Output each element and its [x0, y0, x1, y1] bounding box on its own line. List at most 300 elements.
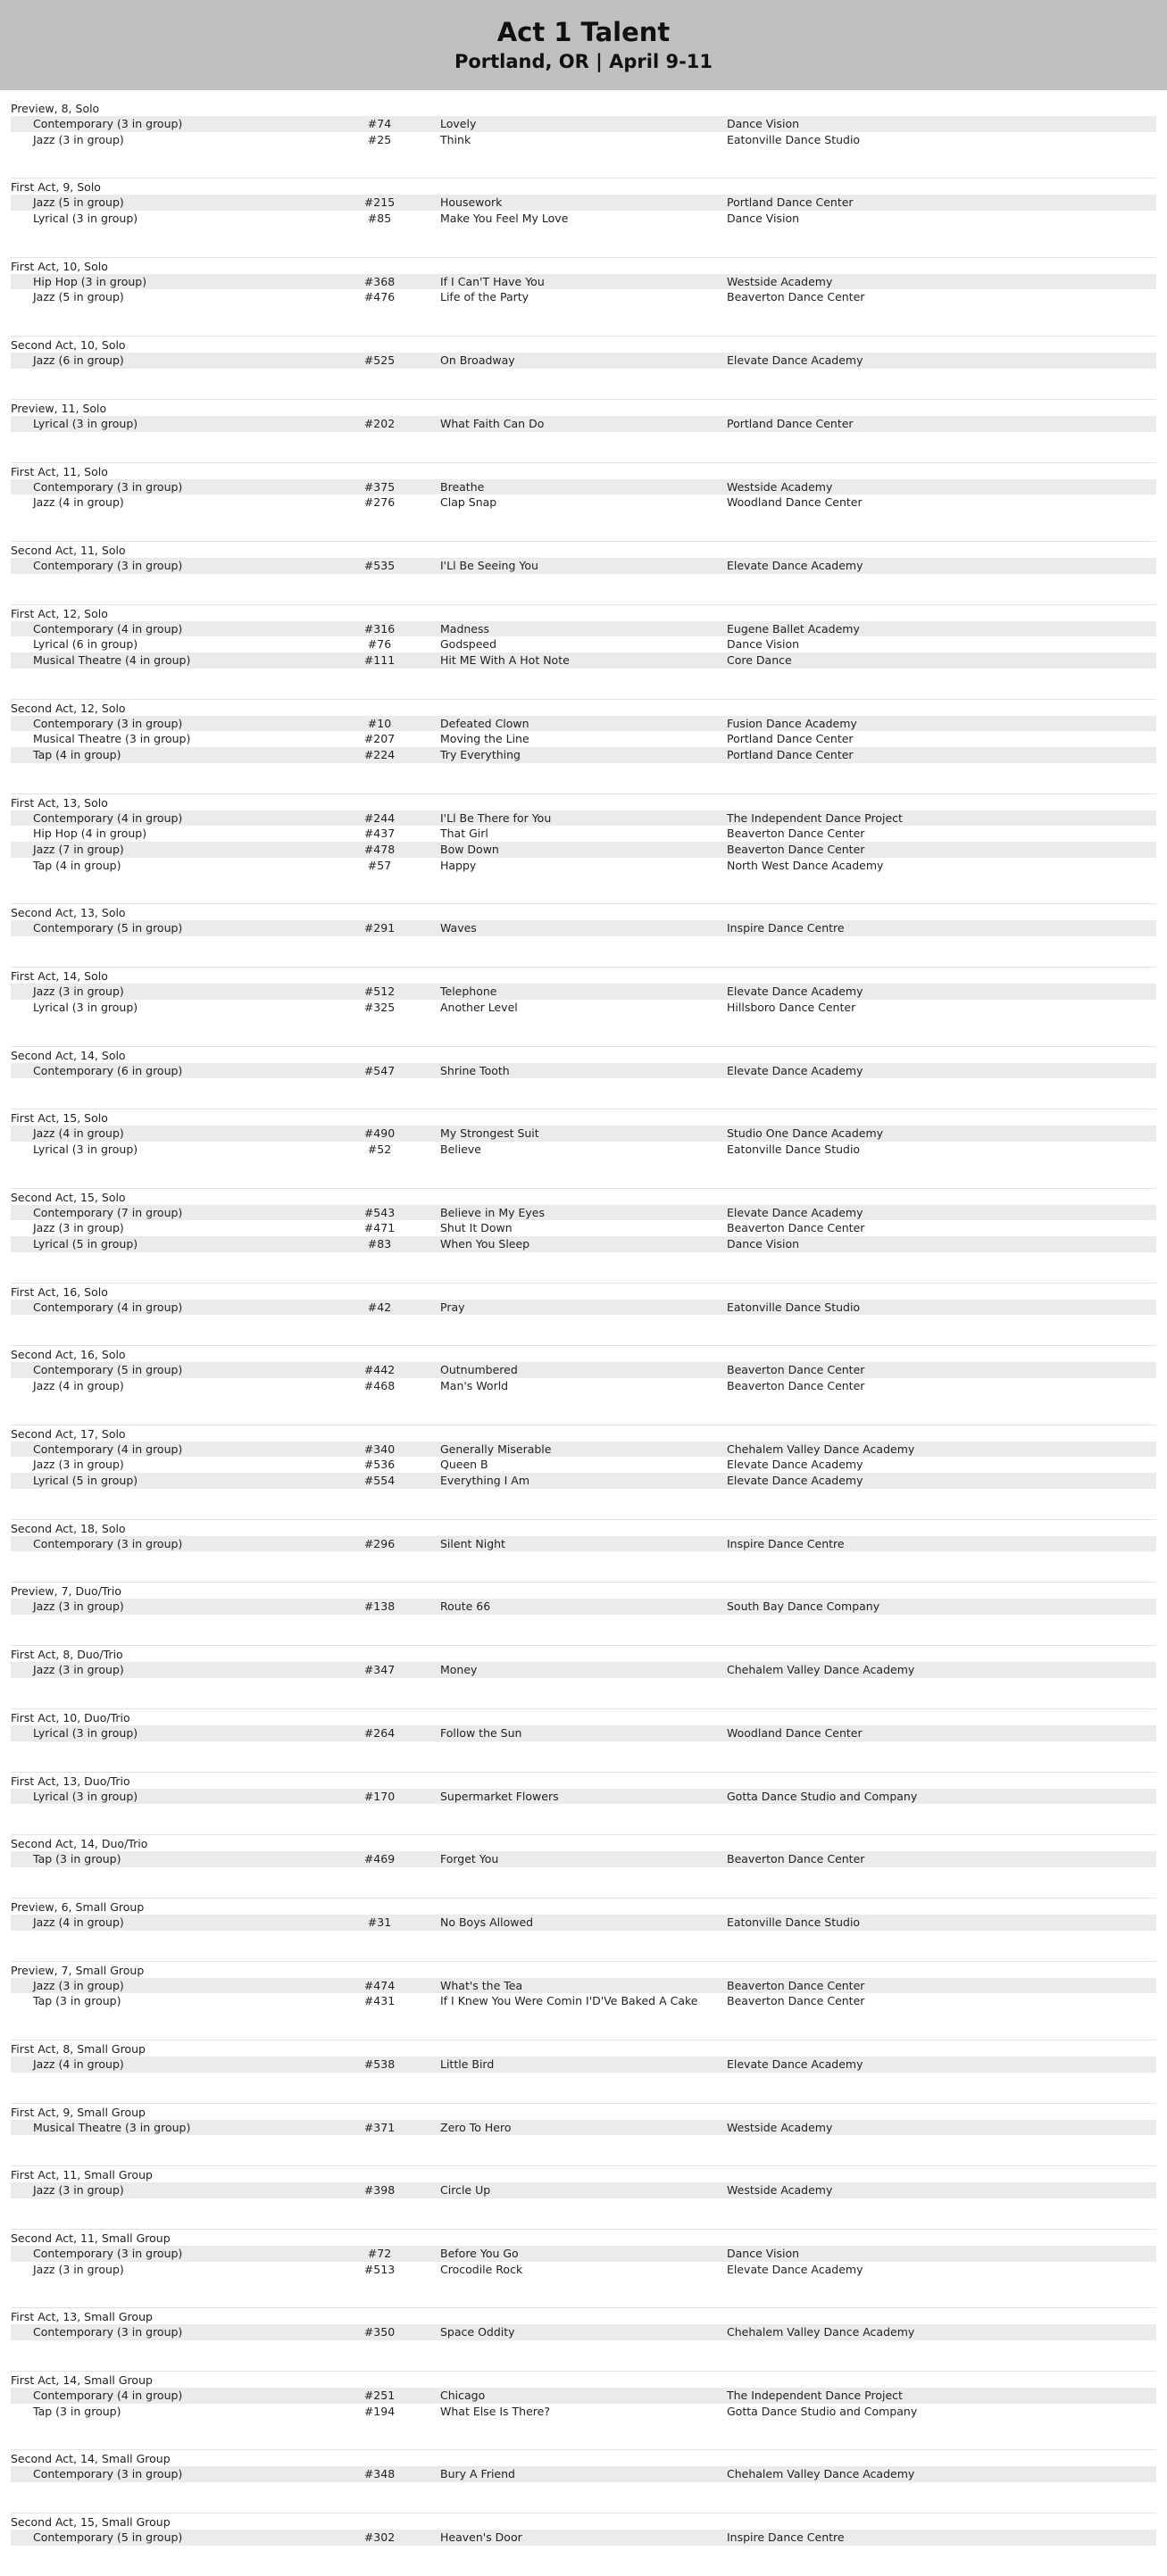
entry-studio: Dance Vision — [727, 212, 800, 226]
entry-style: Contemporary (3 in group) — [33, 558, 183, 572]
entry-style: Hip Hop (4 in group) — [33, 827, 147, 841]
entry-row — [11, 1536, 1156, 1552]
entry-title: Make You Feel My Love — [440, 212, 569, 226]
entry-number: #325 — [363, 1000, 396, 1014]
group-category: Second Act, 12, Solo — [11, 701, 126, 715]
entry-title: Supermarket Flowers — [440, 1789, 559, 1803]
entry-title: Route 66 — [440, 1600, 491, 1614]
entry-studio: Beaverton Dance Center — [727, 290, 865, 304]
entry-title: Money — [440, 1663, 478, 1677]
entry-style: Jazz (3 in group) — [33, 1221, 124, 1235]
schedule-group — [11, 257, 1156, 336]
schedule-list — [0, 90, 1167, 2576]
entry-title: Pray — [440, 1300, 465, 1314]
entry-row — [11, 2324, 1156, 2340]
group-divider — [11, 178, 1156, 179]
entry-number: #42 — [367, 1300, 392, 1314]
schedule-group — [11, 1046, 1156, 1109]
entry-number: #398 — [363, 2183, 396, 2198]
entry-studio: Dance Vision — [727, 1236, 800, 1251]
entry-row — [11, 1789, 1156, 1805]
entry-style: Jazz (3 in group) — [33, 1600, 124, 1614]
entry-studio: Westside Academy — [727, 479, 833, 494]
entry-row — [11, 289, 1156, 305]
entry-row — [11, 2182, 1156, 2198]
entry-row — [11, 716, 1156, 732]
entry-title: Defeated Clown — [440, 716, 529, 730]
entry-number: #348 — [363, 2467, 396, 2481]
entry-style: Lyrical (3 in group) — [33, 1725, 138, 1740]
group-category: First Act, 15, Solo — [11, 1111, 108, 1126]
entry-title: Circle Up — [440, 2183, 491, 2198]
entry-title: Zero To Hero — [440, 2120, 512, 2134]
schedule-group — [11, 2307, 1156, 2371]
entry-row — [11, 494, 1156, 511]
entry-style: Tap (4 in group) — [33, 858, 121, 872]
entry-row — [11, 211, 1156, 227]
entry-number: #111 — [363, 652, 396, 667]
entry-number: #347 — [363, 1663, 396, 1677]
entry-row — [11, 274, 1156, 290]
entry-row — [11, 1978, 1156, 1994]
entry-row — [11, 842, 1156, 858]
entry-title: Follow the Sun — [440, 1725, 522, 1740]
entry-studio: Woodland Dance Center — [727, 1725, 863, 1740]
entry-studio: Westside Academy — [727, 2183, 833, 2198]
schedule-group — [11, 2103, 1156, 2166]
entry-style: Contemporary (5 in group) — [33, 1363, 183, 1377]
group-divider — [11, 1834, 1156, 1835]
group-category: Second Act, 17, Solo — [11, 1426, 126, 1441]
entry-studio: Eatonville Dance Studio — [727, 1915, 861, 1929]
entry-studio: The Independent Dance Project — [727, 2389, 903, 2403]
entry-style: Jazz (4 in group) — [33, 1379, 124, 1392]
entry-title: Shut It Down — [440, 1221, 513, 1235]
entry-title: Forget You — [440, 1852, 499, 1866]
entry-style: Lyrical (6 in group) — [33, 637, 138, 652]
entry-title: When You Sleep — [440, 1236, 530, 1251]
entry-style: Contemporary (3 in group) — [33, 2467, 183, 2481]
entry-style: Jazz (4 in group) — [33, 2057, 124, 2071]
entry-studio: Beaverton Dance Center — [727, 1994, 865, 2008]
entry-style: Tap (4 in group) — [33, 748, 121, 761]
entry-title: Believe — [440, 1142, 481, 1156]
entry-row — [11, 479, 1156, 495]
entry-row — [11, 984, 1156, 1000]
schedule-group — [11, 1109, 1156, 1187]
entry-style: Jazz (6 in group) — [33, 353, 124, 368]
entry-row — [11, 1362, 1156, 1378]
entry-number: #202 — [363, 416, 396, 430]
group-category: First Act, 9, Small Group — [11, 2105, 146, 2119]
entry-studio: North West Dance Academy — [727, 858, 884, 872]
entry-title: Silent Night — [440, 1536, 505, 1550]
entry-number: #468 — [363, 1379, 396, 1392]
group-category: First Act, 13, Small Group — [11, 2310, 153, 2324]
entry-style: Contemporary (5 in group) — [33, 921, 183, 935]
entry-number: #442 — [363, 1363, 396, 1377]
schedule-group — [11, 2040, 1156, 2103]
entry-studio: Elevate Dance Academy — [727, 2057, 863, 2071]
entry-title: Crocodile Rock — [440, 2262, 523, 2276]
entry-title: Everything I Am — [440, 1474, 530, 1488]
entry-row — [11, 1993, 1156, 2009]
entry-row — [11, 416, 1156, 432]
entry-number: #431 — [363, 1994, 396, 2008]
entry-number: #207 — [363, 732, 396, 746]
entry-title: What Else Is There? — [440, 2404, 550, 2418]
group-divider — [11, 2165, 1156, 2166]
entry-studio: Eugene Ballet Academy — [727, 621, 860, 636]
entry-row — [11, 652, 1156, 669]
group-category: First Act, 8, Small Group — [11, 2041, 146, 2056]
entry-style: Lyrical (3 in group) — [33, 1142, 138, 1156]
group-category: Second Act, 15, Small Group — [11, 2515, 171, 2530]
entry-number: #536 — [363, 1458, 396, 1472]
entry-row — [11, 1599, 1156, 1615]
entry-number: #215 — [363, 195, 396, 210]
schedule-group — [11, 1645, 1156, 1708]
entry-number: #276 — [363, 495, 396, 510]
entry-studio: Hillsboro Dance Center — [727, 1000, 856, 1014]
entry-number: #350 — [363, 2325, 396, 2339]
entry-style: Lyrical (5 in group) — [33, 1236, 138, 1251]
schedule-group — [11, 2229, 1156, 2307]
entry-number: #375 — [363, 479, 396, 494]
entry-title: Space Oddity — [440, 2325, 515, 2339]
group-category: Second Act, 14, Duo/Trio — [11, 1837, 148, 1851]
entry-row — [11, 1915, 1156, 1931]
group-divider — [11, 462, 1156, 463]
entry-title: Shrine Tooth — [440, 1063, 510, 1077]
entry-number: #478 — [363, 843, 396, 857]
group-divider — [11, 1961, 1156, 1962]
entry-title: Madness — [440, 621, 490, 636]
entry-style: Contemporary (3 in group) — [33, 1536, 183, 1550]
entry-style: Musical Theatre (3 in group) — [33, 732, 191, 746]
entry-title: Hit ME With A Hot Note — [440, 652, 570, 667]
entry-title: Believe in My Eyes — [440, 1205, 545, 1219]
entry-title: Chicago — [440, 2389, 486, 2403]
entry-title: Little Bird — [440, 2057, 495, 2071]
entry-title: Heaven's Door — [440, 2530, 522, 2545]
entry-title: Generally Miserable — [440, 1442, 552, 1456]
entry-number: #85 — [367, 212, 392, 226]
entry-studio: Gotta Dance Studio and Company — [727, 2404, 918, 2418]
entry-studio: South Bay Dance Company — [727, 1600, 880, 1614]
entry-studio: Chehalem Valley Dance Academy — [727, 2467, 915, 2481]
entry-row — [11, 1205, 1156, 1221]
entry-studio: Westside Academy — [727, 274, 833, 288]
entry-style: Jazz (3 in group) — [33, 132, 124, 146]
schedule-group — [11, 2371, 1156, 2449]
schedule-group — [11, 2513, 1156, 2576]
entry-title: Breathe — [440, 479, 485, 494]
entry-studio: Beaverton Dance Center — [727, 1978, 865, 1992]
schedule-group — [11, 967, 1156, 1045]
entry-studio: The Independent Dance Project — [727, 810, 903, 825]
entry-studio: Elevate Dance Academy — [727, 1458, 863, 1472]
entry-row — [11, 1236, 1156, 1252]
group-divider — [11, 2513, 1156, 2514]
group-category: Second Act, 14, Solo — [11, 1048, 126, 1062]
group-category: Preview, 11, Solo — [11, 401, 107, 415]
group-divider — [11, 257, 1156, 258]
entry-row — [11, 1457, 1156, 1473]
group-divider — [11, 541, 1156, 542]
entry-studio: Beaverton Dance Center — [727, 1363, 865, 1377]
group-divider — [11, 967, 1156, 968]
schedule-group — [11, 178, 1156, 256]
schedule-group — [11, 1283, 1156, 1346]
entry-row — [11, 858, 1156, 874]
entry-title: Try Everything — [440, 748, 521, 761]
entry-style: Jazz (3 in group) — [33, 985, 124, 999]
entry-number: #52 — [367, 1142, 392, 1156]
group-divider — [11, 1772, 1156, 1773]
schedule-group — [11, 1519, 1156, 1583]
entry-style: Jazz (5 in group) — [33, 195, 124, 210]
entry-studio: Inspire Dance Centre — [727, 2530, 845, 2545]
entry-style: Contemporary (3 in group) — [33, 716, 183, 730]
entry-studio: Eatonville Dance Studio — [727, 1300, 861, 1314]
entry-style: Tap (3 in group) — [33, 2404, 121, 2418]
group-category: First Act, 10, Duo/Trio — [11, 1710, 130, 1724]
entry-row — [11, 1063, 1156, 1079]
entry-number: #471 — [363, 1221, 396, 1235]
entry-row — [11, 1473, 1156, 1489]
entry-style: Jazz (4 in group) — [33, 1126, 124, 1141]
entry-studio: Elevate Dance Academy — [727, 1063, 863, 1077]
entry-number: #316 — [363, 621, 396, 636]
entry-row — [11, 116, 1156, 132]
entry-style: Lyrical (3 in group) — [33, 1789, 138, 1803]
group-category: Second Act, 16, Solo — [11, 1348, 126, 1362]
entry-studio: Dance Vision — [727, 2247, 800, 2260]
entry-title: I'Ll Be Seeing You — [440, 558, 538, 572]
entry-studio: Portland Dance Center — [727, 748, 854, 761]
entry-row — [11, 2262, 1156, 2278]
entry-number: #244 — [363, 810, 396, 825]
entry-row — [11, 2120, 1156, 2136]
group-divider — [11, 1046, 1156, 1047]
entry-row — [11, 1851, 1156, 1867]
entry-studio: Elevate Dance Academy — [727, 1205, 863, 1219]
entry-number: #194 — [363, 2404, 396, 2418]
entry-style: Contemporary (5 in group) — [33, 2530, 183, 2545]
group-category: First Act, 9, Solo — [11, 180, 101, 195]
entry-row — [11, 621, 1156, 637]
group-category: Second Act, 13, Solo — [11, 906, 126, 920]
entry-row — [11, 1442, 1156, 1458]
group-divider — [11, 1519, 1156, 1520]
entry-style: Contemporary (3 in group) — [33, 2247, 183, 2260]
entry-studio: Elevate Dance Academy — [727, 1474, 863, 1488]
schedule-group — [11, 1961, 1156, 2040]
entry-number: #224 — [363, 748, 396, 761]
entry-style: Contemporary (4 in group) — [33, 2389, 183, 2403]
entry-row — [11, 1142, 1156, 1158]
group-category: Preview, 6, Small Group — [11, 1899, 145, 1914]
entry-title: Waves — [440, 921, 477, 935]
entry-row — [11, 920, 1156, 936]
entry-title: That Girl — [440, 827, 488, 841]
entry-studio: Eatonville Dance Studio — [727, 132, 861, 146]
entry-row — [11, 2466, 1156, 2482]
entry-row — [11, 2404, 1156, 2420]
schedule-group — [11, 1708, 1156, 1772]
entry-studio: Beaverton Dance Center — [727, 1852, 865, 1866]
entry-row — [11, 132, 1156, 148]
entry-number: #476 — [363, 290, 396, 304]
schedule-group — [11, 2449, 1156, 2513]
group-divider — [11, 1345, 1156, 1346]
entry-studio: Beaverton Dance Center — [727, 843, 865, 857]
group-category: Second Act, 11, Small Group — [11, 2231, 171, 2245]
schedule-group — [11, 1188, 1156, 1283]
entry-title: On Broadway — [440, 353, 515, 368]
entry-style: Jazz (3 in group) — [33, 1663, 124, 1677]
schedule-group — [11, 1834, 1156, 1898]
entry-title: Another Level — [440, 1000, 518, 1014]
entry-style: Contemporary (4 in group) — [33, 810, 183, 825]
entry-studio: Dance Vision — [727, 637, 800, 652]
entry-studio: Inspire Dance Centre — [727, 921, 845, 935]
entry-number: #74 — [367, 117, 392, 130]
entry-studio: Elevate Dance Academy — [727, 353, 863, 368]
entry-title: Happy — [440, 858, 477, 872]
entry-style: Lyrical (3 in group) — [33, 212, 138, 226]
group-divider — [11, 1898, 1156, 1899]
group-category: First Act, 14, Solo — [11, 969, 108, 984]
entry-style: Jazz (5 in group) — [33, 290, 124, 304]
group-divider — [11, 699, 1156, 700]
group-divider — [11, 2449, 1156, 2450]
schedule-group — [11, 794, 1156, 904]
group-category: First Act, 8, Duo/Trio — [11, 1648, 123, 1662]
entry-row — [11, 747, 1156, 763]
entry-title: Clap Snap — [440, 495, 497, 510]
entry-title: I'Ll Be There for You — [440, 810, 552, 825]
group-divider — [11, 2229, 1156, 2230]
entry-studio: Elevate Dance Academy — [727, 558, 863, 572]
group-category: First Act, 13, Duo/Trio — [11, 1774, 130, 1788]
entry-studio: Fusion Dance Academy — [727, 716, 857, 730]
entry-title: Man's World — [440, 1379, 509, 1392]
schedule-group — [11, 336, 1156, 399]
schedule-group — [11, 1582, 1156, 1645]
entry-row — [11, 353, 1156, 369]
entry-style: Musical Theatre (3 in group) — [33, 2120, 191, 2134]
group-category: First Act, 14, Small Group — [11, 2373, 153, 2388]
entry-style: Lyrical (5 in group) — [33, 1474, 138, 1488]
schedule-group — [11, 541, 1156, 604]
entry-style: Jazz (4 in group) — [33, 495, 124, 510]
entry-row — [11, 2246, 1156, 2262]
entry-style: Jazz (3 in group) — [33, 2183, 124, 2198]
entry-studio: Beaverton Dance Center — [727, 1379, 865, 1392]
entry-number: #72 — [367, 2247, 392, 2260]
group-category: First Act, 13, Solo — [11, 795, 108, 810]
entry-number: #10 — [367, 716, 392, 730]
schedule-group — [11, 699, 1156, 794]
entry-row — [11, 195, 1156, 211]
entry-row — [11, 636, 1156, 652]
group-divider — [11, 2103, 1156, 2104]
entry-number: #535 — [363, 558, 396, 572]
entry-style: Jazz (3 in group) — [33, 2262, 124, 2276]
entry-style: Contemporary (7 in group) — [33, 1205, 183, 1219]
entry-studio: Elevate Dance Academy — [727, 985, 863, 999]
entry-studio: Studio One Dance Academy — [727, 1126, 884, 1141]
entry-studio: Chehalem Valley Dance Academy — [727, 1442, 915, 1456]
entry-studio: Portland Dance Center — [727, 416, 854, 430]
entry-studio: Dance Vision — [727, 117, 800, 130]
entry-number: #291 — [363, 921, 396, 935]
entry-title: Bow Down — [440, 843, 499, 857]
schedule-group — [11, 2165, 1156, 2229]
entry-studio: Core Dance — [727, 652, 792, 667]
entry-style: Jazz (3 in group) — [33, 1978, 124, 1992]
group-category: First Act, 11, Solo — [11, 464, 108, 478]
entry-number: #170 — [363, 1789, 396, 1803]
entry-number: #296 — [363, 1536, 396, 1550]
entry-style: Jazz (4 in group) — [33, 1915, 124, 1929]
entry-studio: Gotta Dance Studio and Company — [727, 1789, 918, 1803]
entry-studio: Elevate Dance Academy — [727, 2262, 863, 2276]
entry-style: Contemporary (6 in group) — [33, 1063, 183, 1077]
entry-number: #474 — [363, 1978, 396, 1992]
group-category: First Act, 12, Solo — [11, 606, 108, 620]
entry-style: Contemporary (4 in group) — [33, 1300, 183, 1314]
entry-title: Think — [440, 132, 471, 146]
entry-number: #538 — [363, 2057, 396, 2071]
entry-style: Lyrical (3 in group) — [33, 416, 138, 430]
entry-title: Queen B — [440, 1458, 488, 1472]
group-divider — [11, 903, 1156, 904]
schedule-group — [11, 1898, 1156, 1961]
entry-title: Moving the Line — [440, 732, 529, 746]
schedule-group — [11, 1425, 1156, 1519]
entry-row — [11, 1725, 1156, 1741]
entry-title: Life of the Party — [440, 290, 529, 304]
entry-row — [11, 1126, 1156, 1142]
group-divider — [11, 1645, 1156, 1646]
entry-number: #547 — [363, 1063, 396, 1077]
group-category: First Act, 11, Small Group — [11, 2168, 153, 2182]
entry-row — [11, 826, 1156, 842]
entry-style: Hip Hop (3 in group) — [33, 274, 147, 288]
entry-number: #264 — [363, 1725, 396, 1740]
entry-number: #31 — [367, 1915, 392, 1929]
page-subtitle: Portland, OR | April 9-11 — [454, 51, 713, 72]
entry-title: Telephone — [440, 985, 497, 999]
group-divider — [11, 1708, 1156, 1709]
entry-row — [11, 1662, 1156, 1678]
group-category: Second Act, 15, Solo — [11, 1190, 126, 1204]
entry-studio: Eatonville Dance Studio — [727, 1142, 861, 1156]
entry-studio: Beaverton Dance Center — [727, 827, 865, 841]
entry-title: Before You Go — [440, 2247, 519, 2260]
entry-style: Tap (3 in group) — [33, 1852, 121, 1866]
group-category: First Act, 10, Solo — [11, 259, 108, 273]
entry-number: #76 — [367, 637, 392, 652]
group-divider — [11, 399, 1156, 400]
entry-row — [11, 1300, 1156, 1316]
entry-number: #525 — [363, 353, 396, 368]
entry-studio: Inspire Dance Centre — [727, 1536, 845, 1550]
entry-title: Bury A Friend — [440, 2467, 515, 2481]
